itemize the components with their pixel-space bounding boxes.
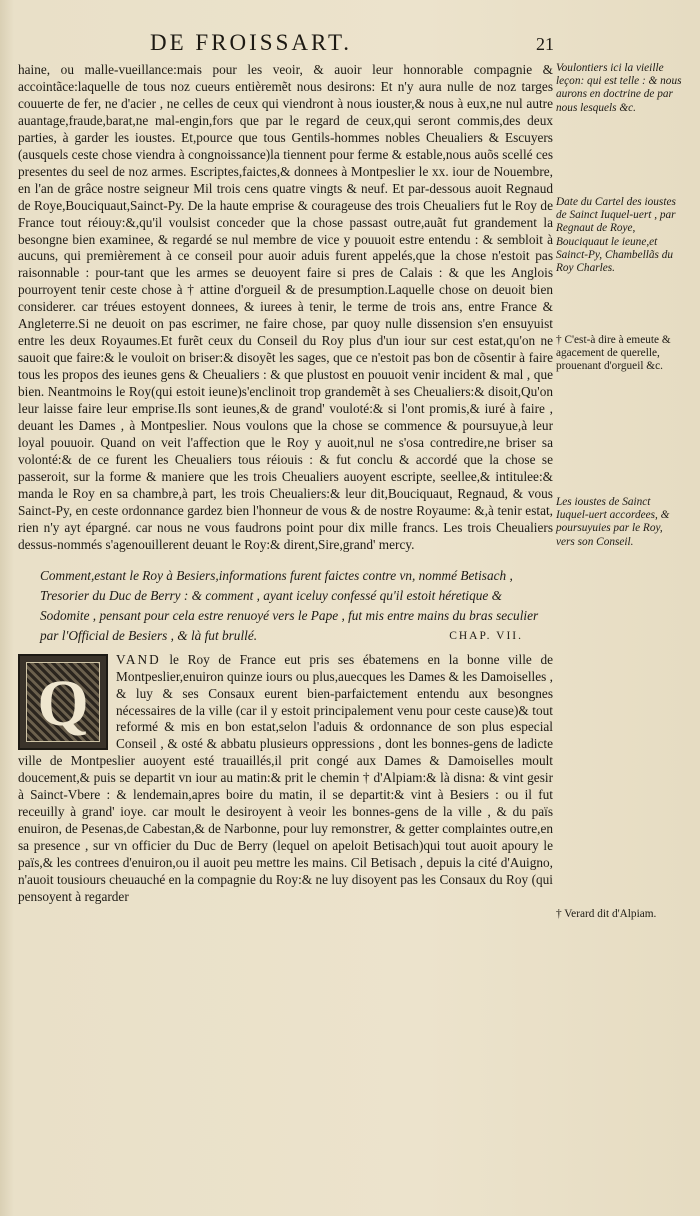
running-head: DE FROISSART.: [150, 30, 353, 55]
drop-cap-letter: Q: [37, 666, 89, 740]
chapter-first-word: VAND: [116, 651, 161, 667]
page-number: 21: [536, 34, 554, 54]
chapter-number: CHAP. VII.: [449, 629, 523, 642]
body-paragraph-2: le Roy de France eut pris ses ébatemens en la bonne ville de Montpeslier,enuiron quinze iours ou plus,auecques les Dames & les Damoiselles , & luy & ses Consaux eurent bien-parfaictement entendu aux besongnes nécessaires de la ville (car il y estoit principalement venu pour ceste cause)& tout reformé & mis en bon estat,selon l'aduis & ordonnance de son plus especial Conseil , & osté & abbatu plusieurs oppressions , dont les bonnes-gens de ladicte ville de Montpeslier auoyent esté trauaillés,il prit congé aux Dames & Damoiselles moult doucement,& puis se departit vn iour au matin:& prit le chemin † d'Alpiam:& là disna: & vint gesir à Sainct-Vbere : & lendemain,apres boire du matin, il se departit:& vint à Besiers : ou il fut receuilly à grand' ioye. car moult le desiroyent à veoir les bonnes-gens de la ville , & du païs enuiron, de Pesenas,de Cabestan,& de Narbonne, pour luy remonstrer, & getter complaintes outre,en sa presence , sur vn officier du Duc de Berry (lequel on apeloit Betisach)qui tout auoit apoury le païs,& les contrees d'enuiron,ou il auoit peu mettre les mains. Cil Betisach , depuis la cité d'Auigno, n'auoit tousiours cheuauché en la compagnie du Roy:& ne luy disoyent pas les Consaux du Roy (qui pensoyent à regarder: [18, 651, 553, 904]
margin-note-text: † C'est-à dire à emeute & agacement de querelle, prouenant d'orgueil &c.: [556, 334, 671, 373]
margin-note-text: Les ioustes de Sainct Iuquel-uert accordees, & poursuyuies par le Roy, vers son Conseil.: [556, 496, 670, 548]
margin-note-text: Date du Cartel des ioustes de Sainct Iuquel-uert , par Regnaut de Roye, Bouciquaut le ieune,et Sainct-Py, Chambellãs du Roy Charles.: [556, 196, 676, 275]
margin-note-4: [556, 496, 684, 549]
chapter-summary-text: Comment,estant le Roy à Besiers,informations furent faictes contre vn, nommé Betisach , Tresorier du Duc de Berry : & comment , ayant iceluy confessé qu'il estoit héretique & Sodomite , pensant pour cela estre renuoyé vers le Pape , fut mis entre mains du bras seculier par l'Official de Besiers , & là fut brullé.: [40, 567, 539, 643]
margin-note-text: Voulontiers ici la vieille leçon: qui est telle : & nous aurons en doctrine de par nous lesquels &c.: [556, 62, 682, 114]
drop-cap-ornament: [18, 654, 108, 750]
chapter-opening: [18, 652, 553, 906]
margin-note-5: [556, 908, 684, 921]
margin-note-2: [556, 196, 684, 275]
margin-note-3: [556, 334, 684, 374]
margin-note-1: [556, 62, 684, 115]
margin-note-text: † Verard dit d'Alpiam.: [556, 908, 657, 920]
body-paragraph-1: haine, ou malle-vueillance:mais pour les veoir, & auoir leur honnorable compagnie & accointãce:laquelle de tous noz cueurs entièremẽt nous desirons: Et n'y aura nulle de noz targes couuerte de fer, ne d'acier , ne celles de ceux qui viendront à nous iouster,& nous à eux,ne nul autre auantage,fraude,barat,ne mal-engin,fors que par le regard de ceux,qui seront commis,des deux parties, à garder les ioustes. Et,pource que tous Gentils-hommes nobles Cheualiers & Escuyers (ausquels ceste chose viendra à congnoissance)la tiennent pour ferme & estable,nous auõs scellé ces presentes du seel de noz armes. Escriptes,faictes,& donnees à Montpeslier le xx. iour de Nouembre, en l'an de grâce nostre seigneur Mil trois cens quatre vingts & neuf. Et par-dessous auoit Regnaud de Roye,Bouciquaut,Sainct-Py. De la haute emprise & courageuse des trois Cheualiers fut le Roy de France tout réiouy:&,qu'il voulsist conceder que la chose passast outre,auãt fut grandement la besongne bien examinee, & regardé se nul membre de vice y pouuoit estre entendu : & sembloit à aucuns, qui premièrement à ce conseil pour auoir aduis furent appelés,que la chose n'estoit pas raisonnable : pour-tant que les armes se deuoyent faire si pres de Calais : & que les Anglois pourroyent tenir ceste chose à † attine d'orgueil & de presumption.Laquelle chose on deuoit bien considerer. car tréues estoyent donnees, & iurees à tenir, le terme de trois ans, entre France & Angleterre.Si ne deuoit on pas escrimer, ne faire chose, par quoy nulle dissension s'en ensuyuist entre les deux Royaumes.Et furẽt ceux du Conseil du Roy plus d'un iour sur cest estat,qu'on ne sauoit que faire:& le vouloit on briser:& disoyẽt les sages, que ce n'estoit pas bon de cõsentir à faire tous les propos des ieunes gens & Cheualiers : & que plustost en pouuoit venir incident & mal , que bien. Neantmoins le Roy(qui estoit ieune)s'enclinoit trop grandemẽt à ses Cheualiers:& disoit,Qu'on leur laisse faire leur emprise.Ils sont ieunes,& de grand' vouloté:& si l'ont promis,& iuré à faire , deuant les Dames , à Montpeslier. Nous voulons que la chose se commence & poursuyue,à leur loyal pouuoir. Quand on veit l'affection que le Roy y auoit,nul ne s'osa contredire,ne briser sa volonté:& de ce furent les Cheualiers tous réiouis : & fut conclu & accordé que la chose se passeroit, sur la forme & maniere que les trois Cheualiers auoyent escripte, seellee,& intitulee:& manda le Roy en sa chambre,à part, les trois Cheualiers:& leur dit,Bouciquaut, Regnaud, & vous Sainct-Py, en ceste ordonnance gardez bien l'honneur de vous & de nostre Royaume: &,à tenir estat, rien n'y ayt épargné. car nous ne vous faudrons point pour dix mille francs. Les trois Cheualiers dessus-nommés s'agenouillerent deuant le Roy:& dirent,Sire,grand' mercy.: [18, 62, 553, 552]
chapter-summary: [40, 566, 553, 646]
main-text-column: [18, 62, 553, 906]
